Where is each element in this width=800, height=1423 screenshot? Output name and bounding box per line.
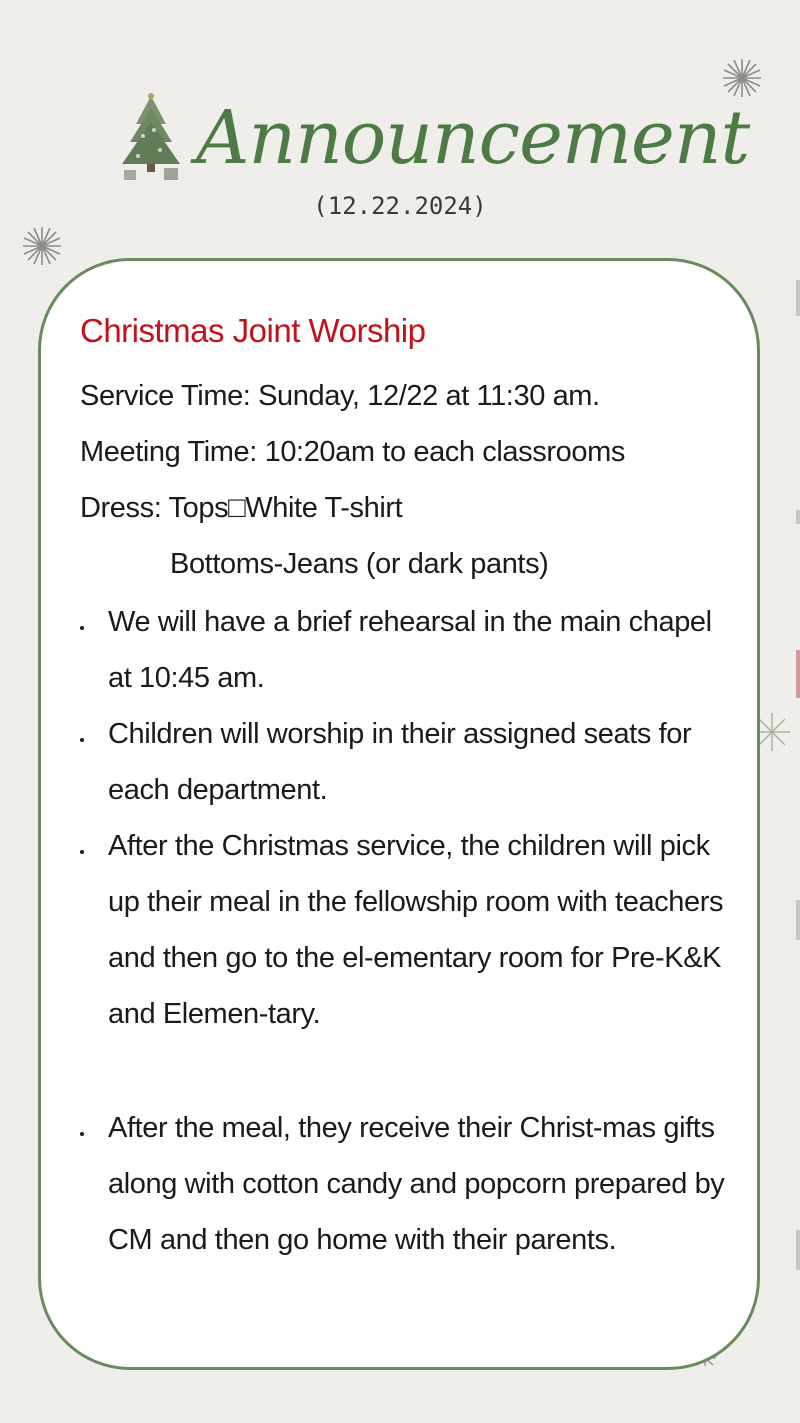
- snowflake-icon: [720, 56, 764, 100]
- section-heading: Christmas Joint Worship: [80, 312, 426, 349]
- christmas-tree-icon: [116, 90, 186, 182]
- announcement-title: Announcement: [196, 95, 750, 181]
- bullet-item: Children will worship in their assigned seats for each department.: [108, 718, 692, 806]
- dress-bottoms: Bottoms-Jeans (or dark pants): [170, 548, 549, 580]
- bullet-item: We will have a brief rehearsal in the main chapel at 10:45 am.: [108, 606, 712, 694]
- background-speck: [796, 510, 800, 524]
- meeting-time: Meeting Time: 10:20am to each classrooms: [80, 436, 625, 468]
- announcement-date: (12.22.2024): [313, 192, 487, 220]
- bullet-dot: [80, 738, 84, 742]
- service-time: Service Time: Sunday, 12/22 at 11:30 am.: [80, 380, 600, 412]
- background-speck: [796, 900, 800, 940]
- background-speck: [796, 280, 800, 316]
- background-speck: [796, 1230, 800, 1270]
- bullet-item: After the Christmas service, the children will pick up their meal in the fellowship room with teachers and then go to the el-ementary room for Pre-K&K and Elemen-tary.: [108, 830, 724, 1030]
- bullet-dot: [80, 850, 84, 854]
- bullet-dot: [80, 626, 84, 630]
- bullet-item: After the meal, they receive their Christ-mas gifts along with cotton candy and popcorn prepared by CM and then go home with their parents.: [108, 1112, 725, 1256]
- snowflake-icon: [20, 224, 64, 268]
- background-speck: [796, 650, 800, 698]
- dress-tops: Dress: Tops□White T-shirt: [80, 492, 403, 524]
- bullet-dot: [80, 1132, 84, 1136]
